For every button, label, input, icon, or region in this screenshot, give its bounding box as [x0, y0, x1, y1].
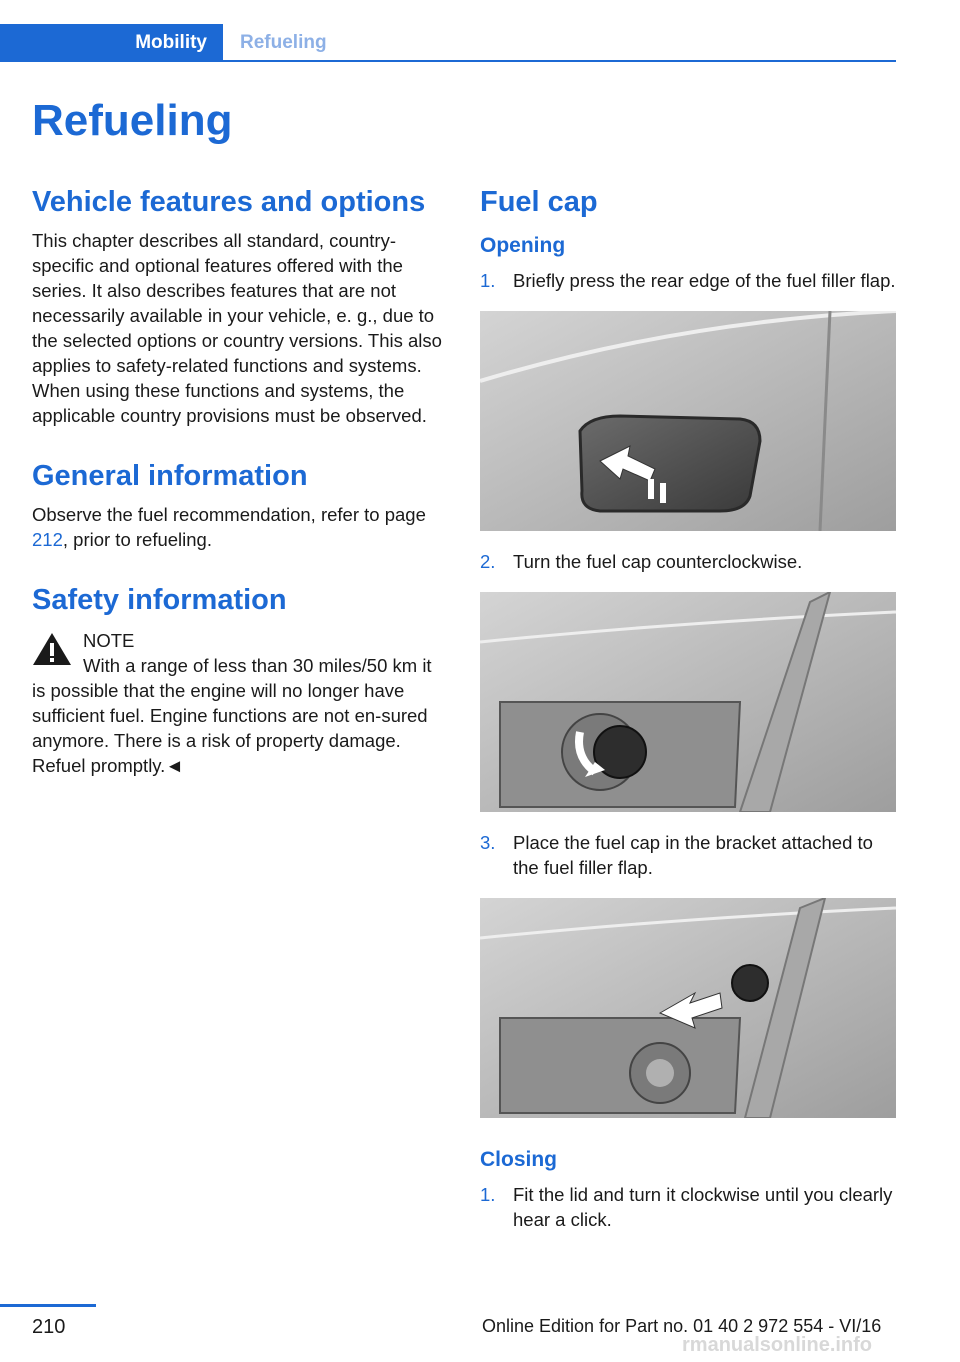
safety-information-section	[32, 582, 448, 778]
tab-mobility-label: Mobility	[135, 32, 207, 53]
tab-refueling[interactable]	[240, 24, 327, 62]
watermark: rmanualsonline.info	[682, 1334, 873, 1356]
step-text: Fit the lid and turn it clockwise until you clearly hear a click.	[513, 1184, 893, 1230]
closing-heading: Closing	[480, 1148, 557, 1171]
left-column	[32, 184, 448, 808]
page-number: 210	[32, 1316, 66, 1338]
general-text-after: , prior to refueling.	[62, 529, 212, 550]
list-item	[480, 268, 896, 293]
general-information-heading: General information	[32, 460, 308, 492]
page-title: Refueling	[32, 96, 233, 145]
step-number: 2.	[480, 551, 496, 572]
step-number: 3.	[480, 832, 496, 853]
general-text-before: Observe the fuel recommendation, refer to page	[32, 504, 426, 525]
step-text: Place the fuel cap in the bracket attached to the fuel filler flap.	[513, 832, 873, 878]
general-information-body	[32, 502, 448, 552]
warning-note	[32, 628, 448, 778]
list-item	[480, 830, 896, 880]
turn-fuel-cap-image	[480, 592, 896, 812]
step-text: Briefly press the rear edge of the fuel filler flap.	[513, 270, 896, 291]
fuel-filler-flap-image	[480, 311, 896, 531]
vehicle-features-heading: Vehicle features and options	[32, 186, 426, 218]
note-body: With a range of less than 30 miles/50 km it is possible that the engine will no longer have sufficient fuel. Engine functions are not en-sured anymore. There is a risk of property damage. Refuel promptly.◄	[32, 655, 432, 776]
opening-heading: Opening	[480, 234, 566, 257]
warning-triangle-icon	[32, 632, 72, 666]
step-number: 1.	[480, 1184, 496, 1205]
footer-rule	[0, 1304, 96, 1307]
vehicle-features-section	[32, 184, 448, 428]
page-link[interactable]: 212	[32, 529, 63, 550]
tab-refueling-label: Refueling	[240, 32, 327, 53]
step-text: Turn the fuel cap counterclockwise.	[513, 551, 803, 572]
edition-info: Online Edition for Part no. 01 40 2 972 554 - VI/16	[482, 1316, 882, 1336]
vehicle-features-body: This chapter describes all standard, country-specific and optional features offered with the series. It also describes features that are not necessarily available in your vehicle, e. g., due to the selected options or country versions. This also applies to safety-related functions and systems. When using these functions and systems, the applicable country provisions must be observed.	[32, 230, 442, 426]
fuel-cap-heading: Fuel cap	[480, 186, 598, 218]
list-item	[480, 1182, 896, 1232]
header-rule	[0, 60, 896, 62]
fuel-cap-bracket-image	[480, 898, 896, 1118]
general-information-section	[32, 458, 448, 552]
safety-information-heading: Safety information	[32, 584, 287, 616]
tab-mobility[interactable]	[0, 24, 223, 62]
list-item	[480, 549, 896, 574]
right-column	[480, 184, 896, 1232]
note-label: NOTE	[83, 630, 135, 651]
step-number: 1.	[480, 270, 496, 291]
